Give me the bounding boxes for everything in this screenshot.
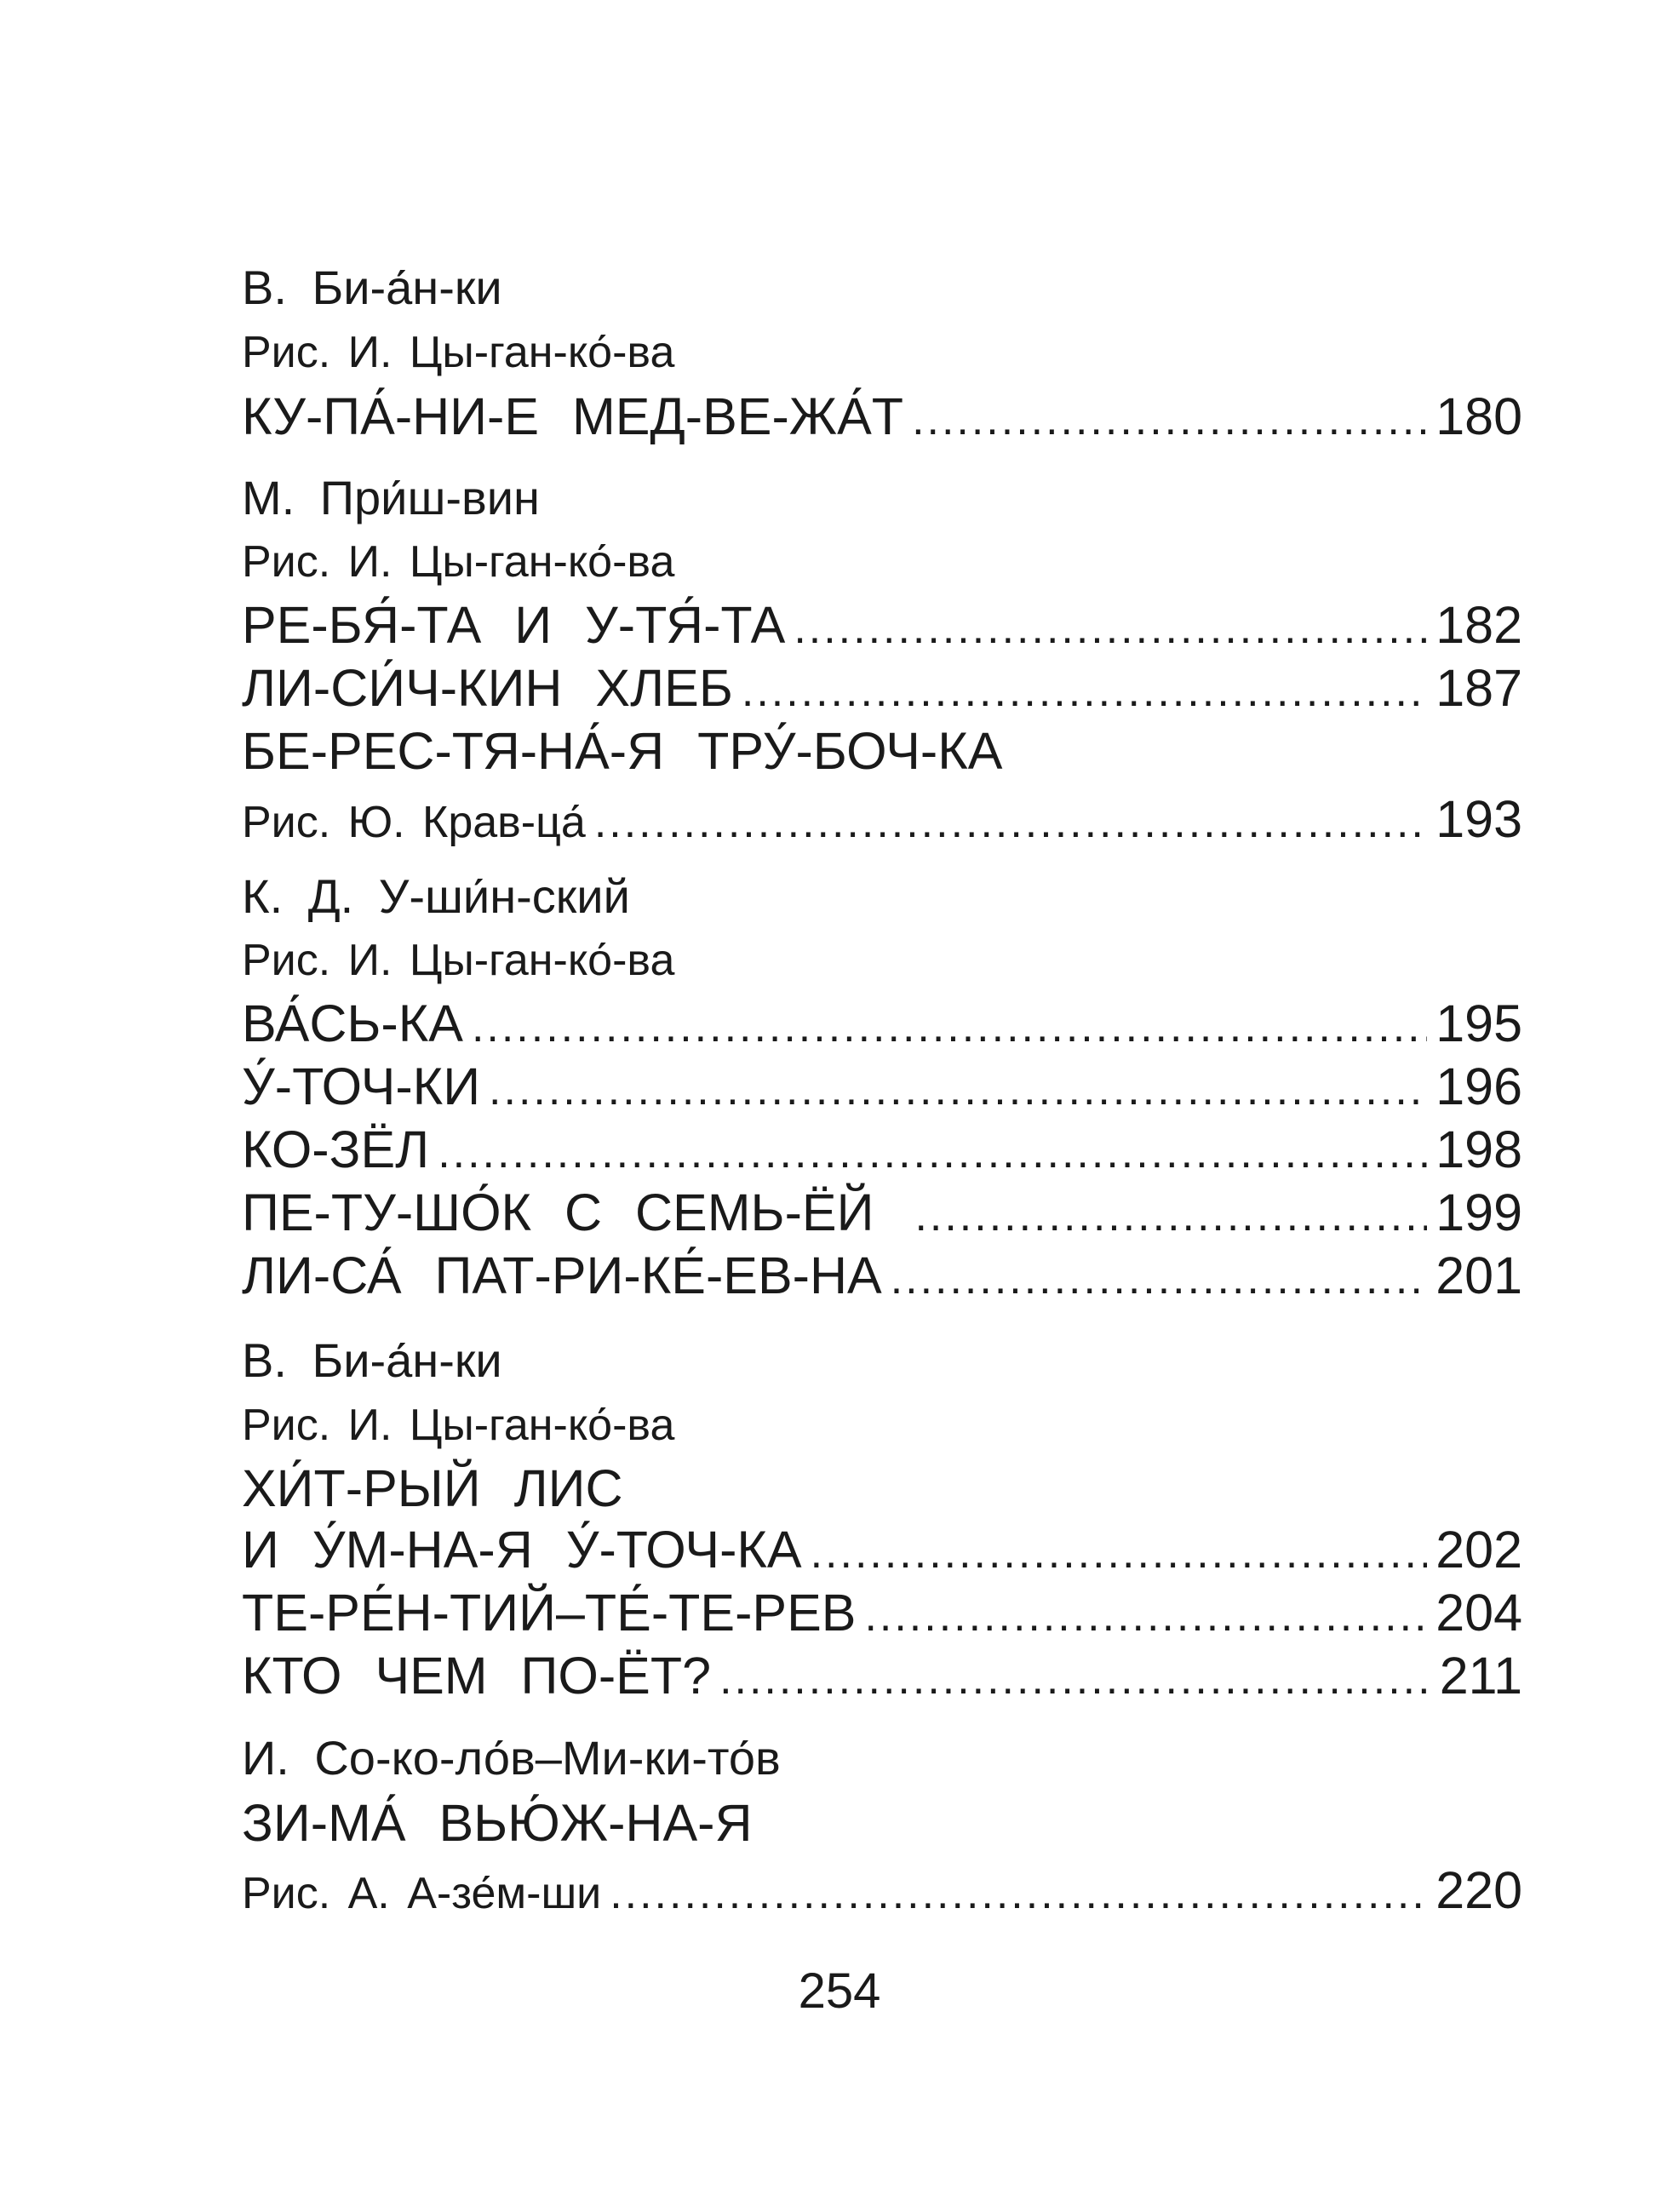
author-line: [242, 261, 1522, 314]
illustrator-name: Рис. И. Цы-ган-ко́-ва: [242, 328, 675, 377]
illustrator-line: [242, 330, 1522, 375]
entry-title: КО-ЗЁЛ: [242, 1120, 430, 1178]
entry-title: КТО ЧЕМ ПО-ЁТ?: [242, 1647, 712, 1705]
entry-title: КУ-ПА́-НИ-Е МЕД-ВЕ-ЖА́Т: [242, 387, 904, 445]
toc-entry[interactable]: [242, 1584, 1522, 1642]
toc-entry-title-only[interactable]: [242, 722, 1522, 780]
toc-entry-title-only[interactable]: [242, 1459, 1522, 1517]
toc-entry[interactable]: [242, 1120, 1522, 1178]
entry-title: ЛИ-СА́ ПАТ-РИ-КЕ́-ЕВ-НА: [242, 1246, 882, 1304]
entry-page: 204: [1435, 1584, 1522, 1642]
leader-dots: [610, 1871, 1427, 1916]
entry-title: У́-ТОЧ-КИ: [242, 1057, 481, 1115]
leader-dots: [914, 1194, 1427, 1238]
author-line: [242, 1333, 1522, 1387]
toc-entry[interactable]: [242, 1521, 1522, 1579]
entry-page: 198: [1435, 1120, 1522, 1178]
toc-entry[interactable]: [242, 1246, 1522, 1304]
author-name: И. Со-ко-ло́в–Ми-ки-то́в: [242, 1731, 781, 1785]
author-line: [242, 1731, 1522, 1785]
entry-title: ПЕ-ТУ-ШО́К С СЕМЬ-ЁЙ: [242, 1183, 874, 1241]
entry-title: ЗИ-МА́ ВЬЮ́Ж-НА-Я: [242, 1794, 753, 1852]
illustrator-name: Рис. А. А-зе́м-ши: [242, 1869, 602, 1918]
entry-title: ТЕ-РЕ́Н-ТИЙ–ТЕ́-ТЕ-РЕВ: [242, 1584, 857, 1642]
page-number: 254: [798, 1963, 881, 2019]
entry-page: 199: [1435, 1183, 1522, 1241]
author-name: М. При́ш-вин: [242, 471, 540, 524]
toc-entry[interactable]: [242, 596, 1522, 654]
leader-dots: [864, 1594, 1427, 1638]
toc-entry[interactable]: [242, 1183, 1522, 1241]
author-line: [242, 869, 1522, 923]
entry-page: 201: [1435, 1246, 1522, 1304]
entry-title: ХИ́Т-РЫЙ ЛИС: [242, 1459, 623, 1517]
illustrator-line: [242, 938, 1522, 983]
illustrator-name: Рис. И. Цы-ган-ко́-ва: [242, 936, 675, 985]
entry-title: И У́М-НА-Я У́-ТОЧ-КА: [242, 1521, 802, 1579]
toc-entry-illustrator[interactable]: [242, 1861, 1522, 1919]
leader-dots: [891, 1257, 1428, 1301]
entry-page: 195: [1435, 994, 1522, 1052]
illustrator-name: Рис. И. Цы-ган-ко́-ва: [242, 537, 675, 587]
illustrator-line: [242, 537, 1522, 587]
entry-title: ЛИ-СИ́Ч-КИН ХЛЕБ: [242, 659, 733, 717]
illustrator-name: Рис. И. Цы-ган-ко́-ва: [242, 1401, 675, 1450]
leader-dots: [472, 1005, 1427, 1049]
toc-entry[interactable]: [242, 659, 1522, 717]
illustrator-name: Рис. Ю. Крав-ца́: [242, 798, 586, 847]
author-line: [242, 471, 1522, 524]
entry-title: ВА́СЬ-КА: [242, 994, 463, 1052]
author-name: К. Д. У-ши́н-ский: [242, 869, 630, 923]
toc-entry[interactable]: [242, 1057, 1522, 1115]
toc-entry[interactable]: [242, 387, 1522, 445]
toc-entry-title-only[interactable]: [242, 1794, 1522, 1852]
entry-title: БЕ-РЕС-ТЯ-НА́-Я ТРУ́-БОЧ-КА: [242, 722, 1003, 780]
entry-page: 211: [1439, 1647, 1522, 1705]
entry-page: 182: [1435, 596, 1522, 654]
author-name: В. Би-а́н-ки: [242, 261, 502, 314]
author-name: В. Би-а́н-ки: [242, 1333, 502, 1387]
leader-dots: [489, 1068, 1427, 1112]
leader-dots: [594, 800, 1427, 845]
entry-page: 180: [1435, 387, 1522, 445]
entry-page: 196: [1435, 1057, 1522, 1115]
toc-entry[interactable]: [242, 994, 1522, 1052]
entry-page: 202: [1435, 1521, 1522, 1579]
leader-dots: [719, 1657, 1431, 1701]
entry-page: 220: [1435, 1861, 1522, 1919]
entry-title: РЕ-БЯ́-ТА И У-ТЯ́-ТА: [242, 596, 786, 654]
illustrator-line: [242, 1401, 1522, 1450]
leader-dots: [794, 606, 1427, 650]
toc-entry[interactable]: [242, 1647, 1522, 1705]
leader-dots: [438, 1131, 1427, 1175]
leader-dots: [912, 398, 1427, 442]
entry-page: 193: [1435, 790, 1522, 848]
leader-dots: [811, 1531, 1428, 1575]
leader-dots: [742, 669, 1427, 713]
toc-entry-illustrator[interactable]: [242, 790, 1522, 848]
entry-page: 187: [1435, 659, 1522, 717]
